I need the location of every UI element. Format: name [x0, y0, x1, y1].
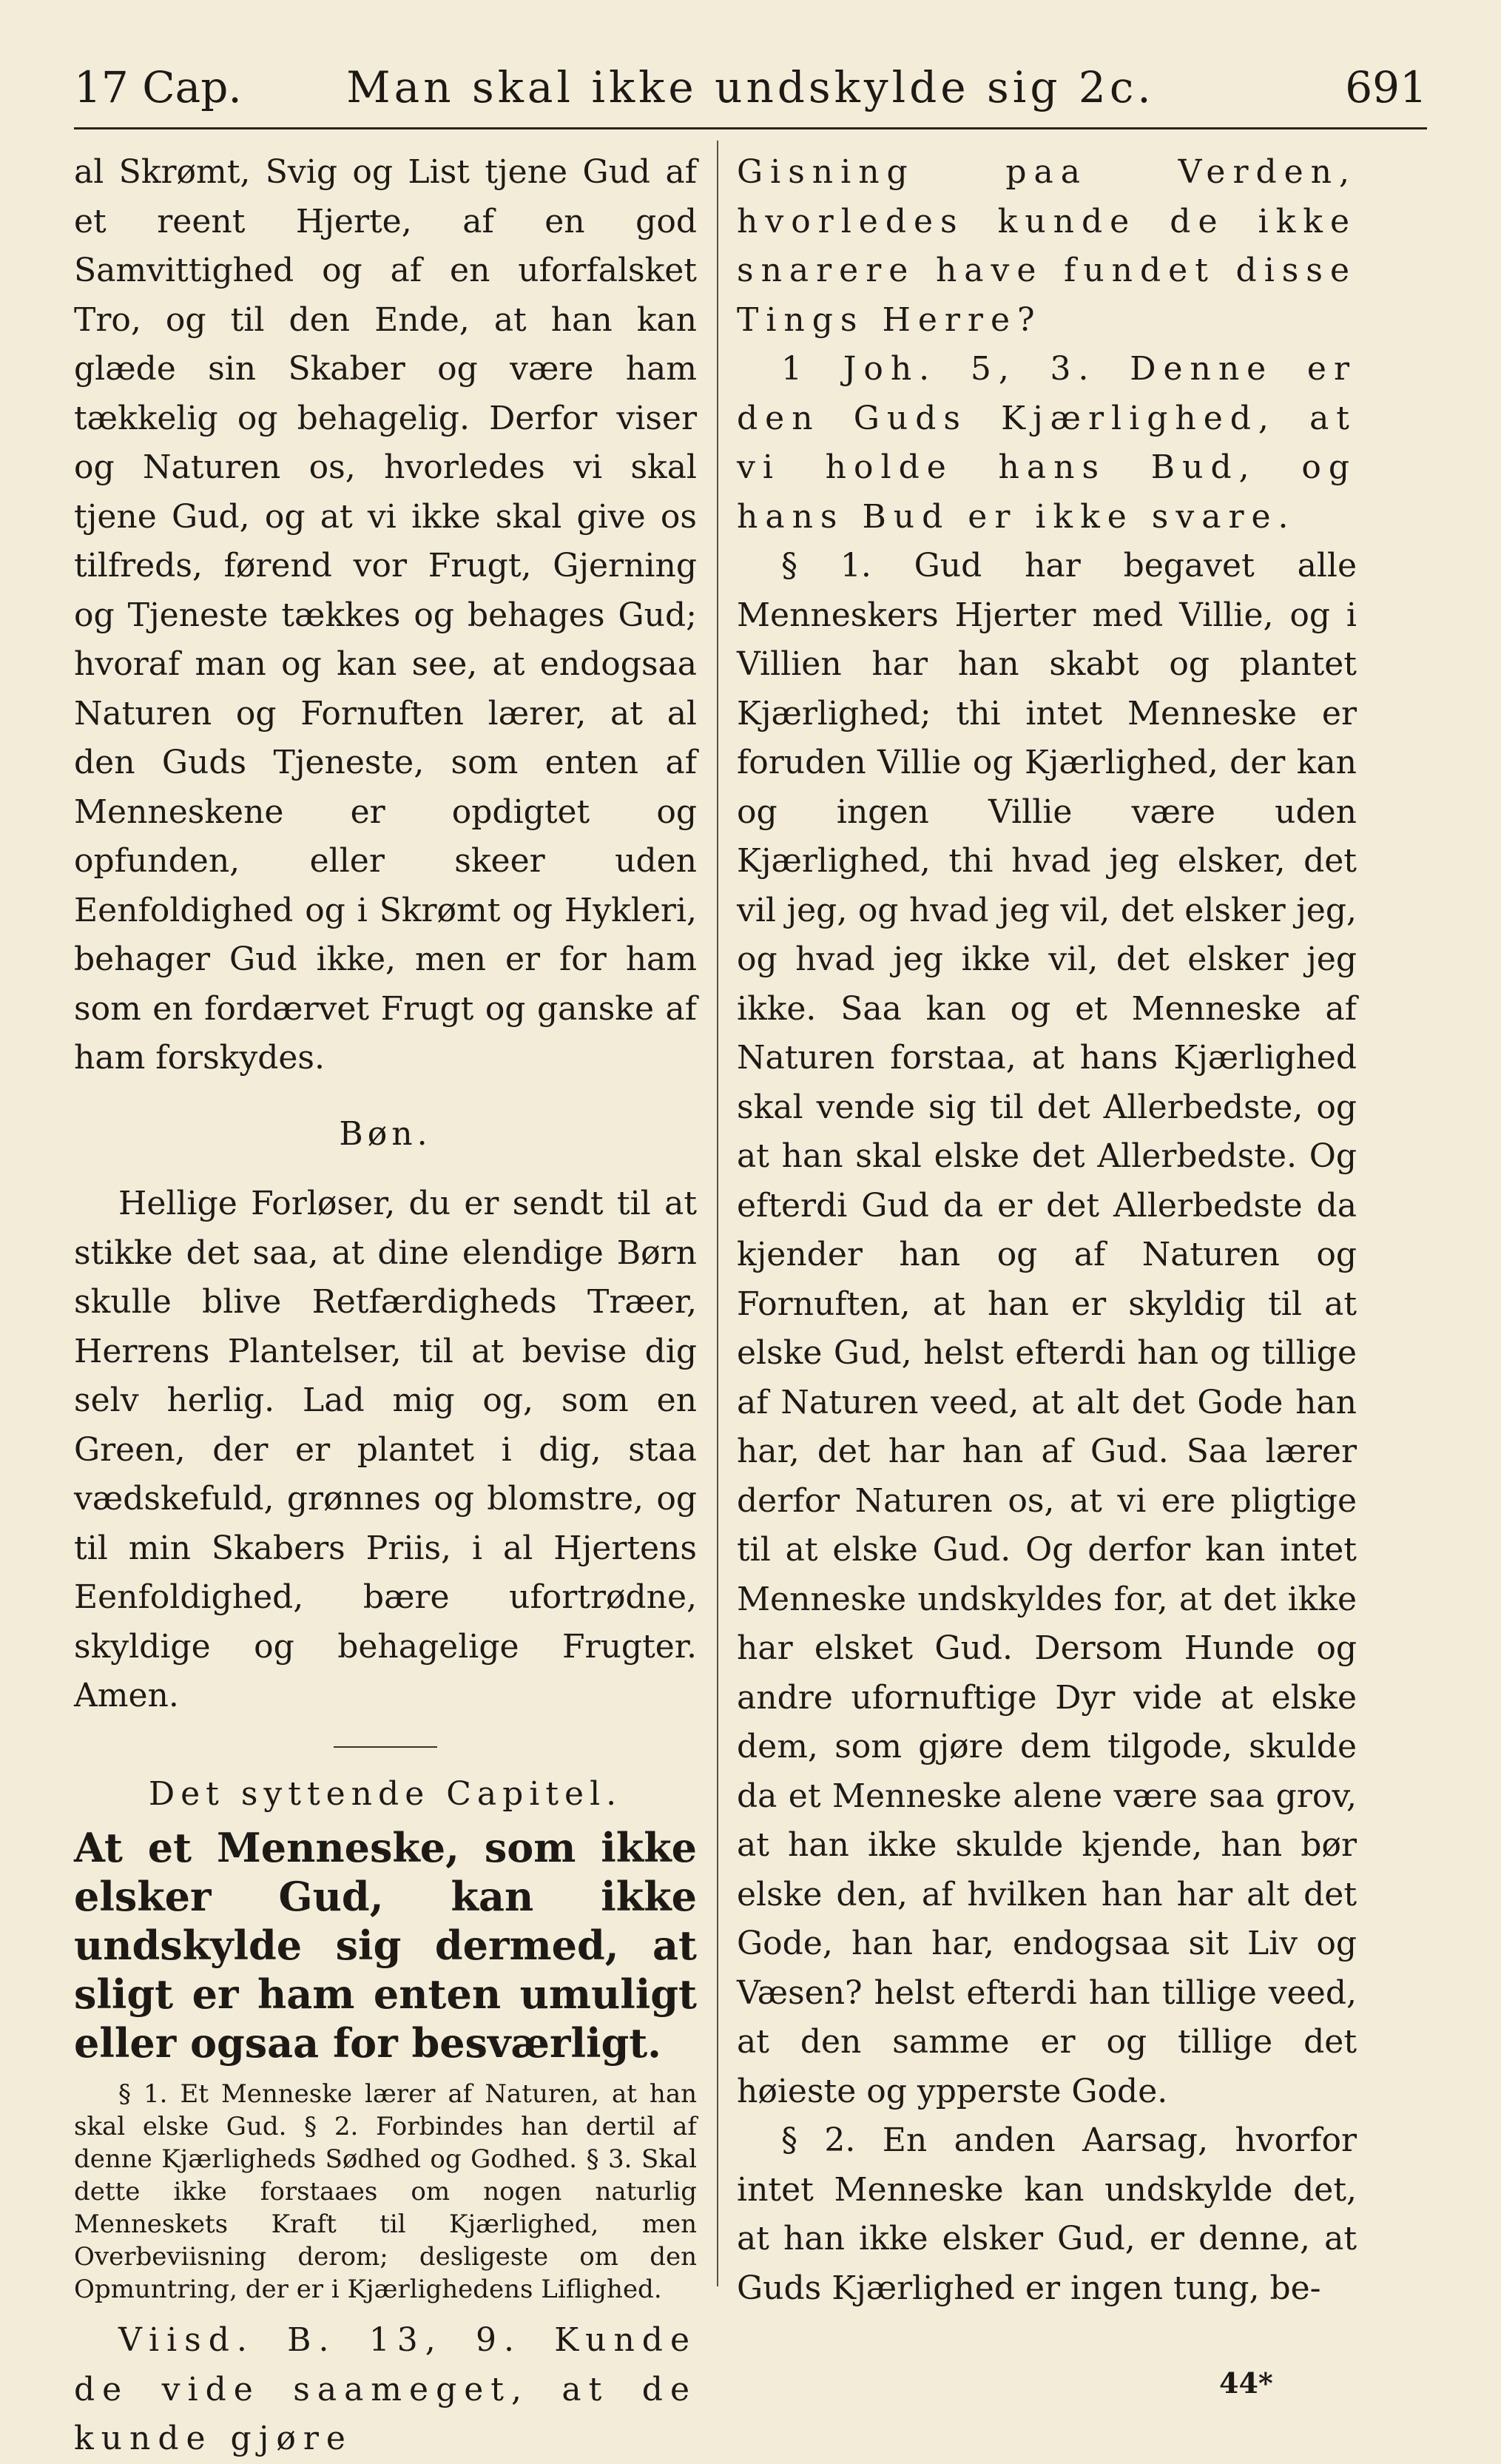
verse-continuation: Gisning paa Verden, hvorledes kunde de ikke snarere have fundet disse Tings Herre?: [737, 153, 1357, 339]
paragraph-continuation: al Skrømt, Svig og List tjene Gud af et reent Hjerte, af en god Samvittighed og af en uforfalsket Tro, og til den Ende, at han kan glæde sin Skaber og være ham tækkelig og behagelig. Derfor viser og Naturen os, hvorledes vi skal tjene Gud, og at vi ikke skal give os tilfreds, førend vor Frugt, Gjerning og Tjeneste tækkes og behages Gud; hvoraf man og kan see, at endogsaa Naturen og Fornuften lærer, at al den Guds Tjeneste, som enten af Menneskene er opdigtet og opfunden, eller skeer uden Eenfoldighed og i Skrømt og Hykleri, behager Gud ikke, men er for ham som en fordærvet Frugt og ganske af ham forskydes.: [74, 153, 697, 1077]
prayer-heading: Bøn.: [339, 1114, 432, 1153]
column-divider: [717, 141, 718, 2286]
section-1: § 1. Gud har begavet alle Menneskers Hjerter med Villie, og i Villien har han skabt og plantet Kjærlighed; thi intet Menneske er foruden Villie og Kjærlighed, der kan og ingen Villie være uden Kjærlighed, thi hvad jeg elsker, det vil jeg, og hvad jeg vil, det elsker jeg, og hvad jeg ikke vil, det elsker jeg ikke. Saa kan og et Menneske af Naturen forstaa, at hans Kjærlighed skal vende sig til det Allerbedste, og at han skal elske det Allerbedste. Og efterdi Gud da er det Allerbedste da kjender han og af Naturen og Fornuften, at han er skyldig til at elske Gud, helst efterdi han og tillige af Naturen veed, at alt det Gode han har, det har han af Gud. Saa lærer derfor Naturen os, at vi ere pligtige til at elske Gud. Og derfor kan intet Menneske undskyldes for, at det ikke har elsket Gud. Dersom Hunde og andre ufornuftige Dyr vide at elske dem, som gjøre dem tilgode, skulde da et Menneske alene være saa grov, at han ikke skulde kjende, han bør elske den, af hvilken han har alt det Gode, han har, endogsaa sit Liv og Væsen? helst efterdi han tillige veed, at den samme er og tillige det høieste og ypperste Gode.: [737, 547, 1357, 2110]
section-divider: [334, 1746, 437, 1748]
chapter-summary: § 1. Et Menneske lærer af Naturen, at han skal elske Gud. § 2. Forbindes han dertil af denne Kjærligheds Sødhed og Godhed. § 3. Skal dette ikke forstaaes om nogen naturlig Menneskets Kraft til Kjærlighed, men Overbeviisning derom; desligeste om den Opmuntring, der er i Kjærlighedens Liflighed.: [74, 2079, 697, 2304]
left-column: [74, 148, 697, 2464]
running-title: Man skal ikke undskylde sig 2c.: [346, 62, 1155, 112]
chapter-reference: 17 Cap.: [74, 62, 242, 112]
verse-reference: Viisd. B. 13, 9. Kunde de vide saameget, at de kunde gjøre: [74, 2321, 697, 2457]
chapter-number: Det syttende Capitel.: [148, 1774, 623, 1813]
running-head: [74, 58, 1427, 117]
chapter-title: At et Menneske, som ikke elsker Gud, kan ikke undskylde sig dermed, at sligt er ham enten umuligt eller ogsaa for besværligt.: [74, 1824, 697, 2067]
printer-signature: 44*: [1219, 2366, 1273, 2400]
prayer-text: Hellige Forløser, du er sendt til at stikke det saa, at dine elendige Børn skulle blive Retfærdigheds Træer, Herrens Plantelser, til at bevise dig selv herlig. Lad mig og, som en Green, der er plantet i dig, staa vædskefuld, grønnes og blomstre, og til min Skabers Priis, i al Hjertens Eenfoldighed, bære ufortrødne, skyldige og behagelige Frugter. Amen.: [74, 1185, 697, 1714]
header-rule: [74, 127, 1427, 129]
verse-reference-2: 1 Joh. 5, 3. Denne er den Guds Kjærlighed, at vi holde hans Bud, og hans Bud er ikke svare.: [737, 350, 1357, 536]
right-column: [737, 148, 1357, 2313]
section-2: § 2. En anden Aarsag, hvorfor intet Menneske kan undskylde det, at han ikke elsker Gud, er denne, at Guds Kjærlighed er ingen tung, be-: [737, 2121, 1357, 2307]
page-number: 691: [1345, 62, 1427, 112]
